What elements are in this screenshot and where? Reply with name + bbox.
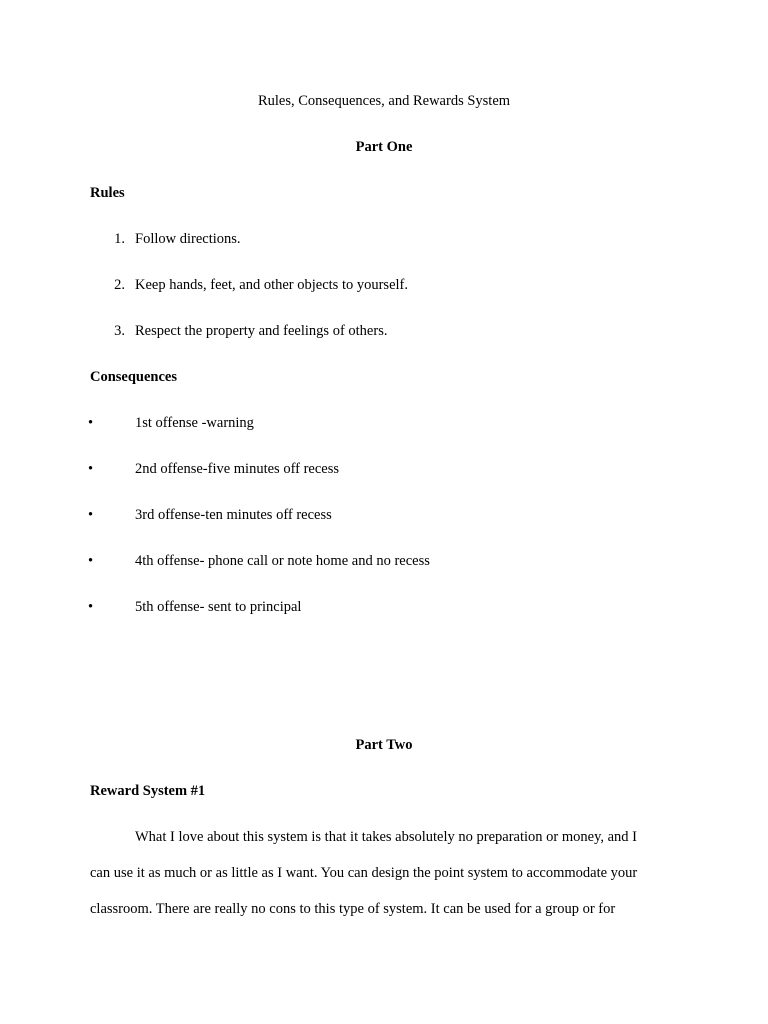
bullet-marker: • [88,507,94,523]
rule-text: Keep hands, feet, and other objects to yourself. [135,277,408,293]
part-two-heading: Part Two [355,737,413,753]
bullet-marker: • [88,553,94,569]
consequence-text: 2nd offense-five minutes off recess [135,461,340,477]
consequences-heading: Consequences [90,369,178,385]
bullet-marker: • [88,599,94,615]
bullet-marker: • [88,415,94,431]
rules-heading: Rules [90,185,125,201]
rule-number: 3. [114,323,125,339]
paragraph-line: What I love about this system is that it takes absolutely no preparation or money, and I [135,829,638,845]
rule-text: Follow directions. [135,231,241,247]
consequence-text: 3rd offense-ten minutes off recess [135,507,332,523]
consequence-text: 4th offense- phone call or note home and no recess [135,553,430,569]
reward-system-heading: Reward System #1 [90,783,206,799]
rule-number: 2. [114,277,125,293]
rule-number: 1. [114,231,125,247]
document-title: Rules, Consequences, and Rewards System [257,93,511,109]
consequence-text: 5th offense- sent to principal [135,599,302,615]
paragraph-line: classroom. There are really no cons to this type of system. It can be used for a group or for [90,901,616,917]
paragraph-line: can use it as much or as little as I want. You can design the point system to accommodate your [90,865,638,881]
consequence-text: 1st offense -warning [135,415,254,431]
bullet-marker: • [88,461,94,477]
rule-text: Respect the property and feelings of others. [135,323,388,339]
part-one-heading: Part One [355,139,413,155]
